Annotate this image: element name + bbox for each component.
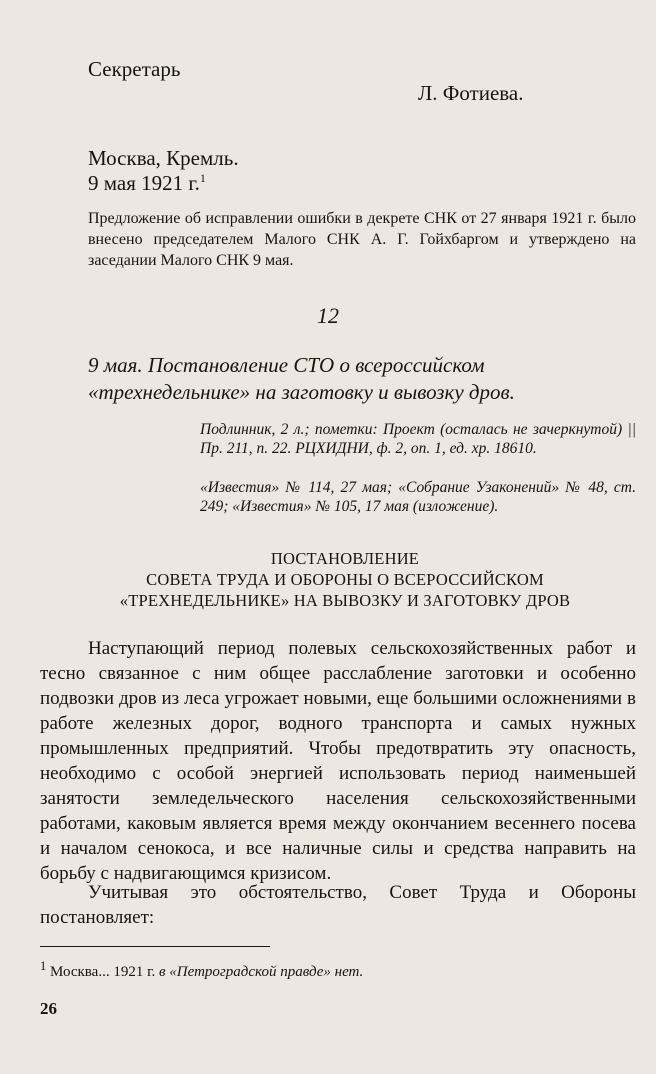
- signature-name: Л. Фотиева.: [418, 81, 524, 105]
- body-paragraph: Наступающий период полевых сельскохозяйственных работ и тесно связанное с ним общее расслабление заготовки и особенно подвозки дров из леса угрожает новыми, еще большими осложнениями в работе железных дорог, водного транспорта и самых нужных промышленных предприятий. Чтобы предотвратить эту опасность, необходимо с особой энергией использовать период наименьшей занятости земледельческого населения сельскохозяйственными работами, каковым является время между окончанием весеннего посева и началом сенокоса, и все наличные силы и средства направить на борьбу с надвигающимся кризисом.: [40, 638, 636, 884]
- document-number: 12: [317, 303, 339, 328]
- date: 9 мая 1921 г.: [88, 171, 200, 195]
- footnote: [40, 956, 636, 982]
- date-line: [88, 171, 239, 196]
- body-paragraph: Учитывая это обстоятельство, Совет Труда и Обороны постановляет:: [40, 882, 636, 928]
- publication-info: «Известия» № 114, 27 мая; «Собрание Узаконений» № 48, ст. 249; «Известия» № 105, 17 мая (изложение).: [200, 479, 636, 515]
- footnote-text-italic: в «Петроградской правде» нет.: [159, 964, 364, 980]
- resolution-heading-line: «ТРЕХНЕДЕЛЬНИКЕ» НА ВЫВОЗКУ И ЗАГОТОВКУ ДРОВ: [119, 591, 571, 610]
- footnote-divider: [40, 946, 270, 947]
- page-number: 26: [40, 999, 57, 1018]
- archive-info: Подлинник, 2 л.; пометки: Проект (осталась не зачеркнутой) || Пр. 211, п. 22. РЦХИДНИ, ф. 2, оп. 1, ед. хр. 18610.: [200, 421, 636, 457]
- location: Москва, Кремль.: [88, 146, 239, 170]
- footnote-ref: 1: [199, 171, 206, 185]
- resolution-heading-line: ПОСТАНОВЛЕНИЕ: [270, 549, 420, 568]
- footnote-marker: 1: [40, 959, 47, 973]
- resolution-heading-line: СОВЕТА ТРУДА И ОБОРОНЫ О ВСЕРОССИЙСКОМ: [146, 570, 544, 589]
- resolution-heading: [60, 548, 630, 611]
- place-date: [88, 146, 239, 196]
- signature-role: Секретарь: [88, 57, 181, 81]
- footnote-text: Москва... 1921 г.: [50, 964, 156, 980]
- editorial-note: Предложение об исправлении ошибки в декрете СНК от 27 января 1921 г. было внесено председателем Малого СНК А. Г. Гойхбаргом и утверждено на заседании Малого СНК 9 мая.: [88, 210, 636, 269]
- document-title: 9 мая. Постановление СТО о всероссийском «трехнедельнике» на заготовку и вывозку дров.: [88, 353, 515, 404]
